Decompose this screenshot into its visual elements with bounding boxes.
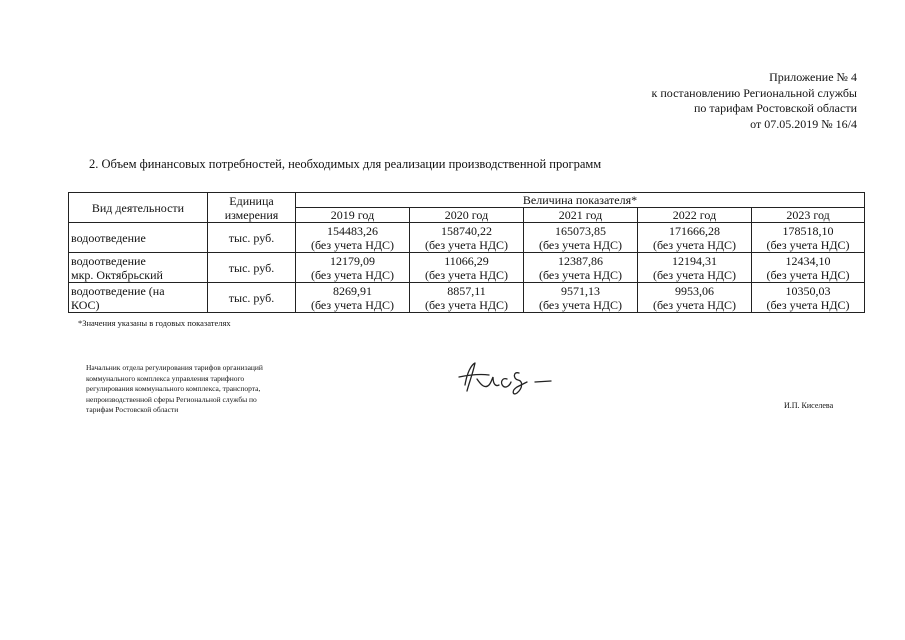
signer-position-line: непроизводственной сферы Региональной службы по (86, 394, 257, 404)
signer-position-line: Начальник отдела регулирования тарифов организаций (86, 363, 263, 372)
value-amount: 154483,26 (327, 223, 378, 238)
row-activity-line: водоотведение (71, 253, 146, 268)
year-header: 2022 год (638, 208, 752, 223)
appendix-resolution-ref: к постановлению Региональной службы (651, 85, 857, 100)
value-cell (524, 253, 638, 283)
value-cell (638, 253, 752, 283)
value-cell (296, 283, 410, 313)
table-row (69, 223, 865, 253)
handwritten-signature (455, 355, 565, 400)
value-cell (752, 283, 865, 313)
header-unit: Единица измерения (208, 193, 296, 223)
value-amount: 8857,11 (447, 283, 486, 298)
value-note: (без учета НДС) (310, 237, 395, 252)
appendix-date-number: от 07.05.2019 № 16/4 (750, 116, 857, 131)
value-amount: 178518,10 (782, 223, 834, 238)
value-cell (638, 223, 752, 253)
financial-needs-table (68, 192, 865, 313)
row-activity: водоотведение (69, 223, 208, 253)
value-note: (без учета НДС) (766, 267, 850, 282)
year-header: 2020 год (410, 208, 524, 223)
value-note: (без учета НДС) (766, 297, 850, 312)
signer-position-line: регулирования коммунального комплекса, транспорта, (86, 384, 261, 394)
value-amount: 12194,31 (672, 253, 717, 268)
signer-position-line: тарифам Ростовской области (86, 405, 179, 415)
year-header: 2021 год (524, 208, 638, 223)
signer-position (86, 363, 316, 416)
value-cell (524, 283, 638, 313)
value-note: (без учета НДС) (424, 237, 509, 252)
value-amount: 9953,06 (675, 283, 714, 298)
value-amount: 10350,03 (785, 283, 831, 298)
value-cell (752, 223, 865, 253)
value-note: (без учета НДС) (538, 297, 623, 312)
row-activity (69, 253, 208, 283)
value-note: (без учета НДС) (652, 237, 737, 252)
value-note: (без учета НДС) (310, 267, 395, 282)
value-note: (без учета НДС) (538, 267, 623, 282)
year-header: 2019 год (296, 208, 410, 223)
value-note: (без учета НДС) (424, 297, 509, 312)
value-amount: 12387,86 (558, 253, 603, 268)
row-activity-line: мкр. Октябрьский (71, 267, 163, 282)
value-amount: 171666,28 (669, 223, 720, 238)
signer-name: И.П. Киселева (784, 401, 834, 410)
value-note: (без учета НДС) (424, 267, 509, 282)
row-unit: тыс. руб. (208, 283, 296, 313)
appendix-authority: по тарифам Ростовской области (693, 101, 857, 115)
value-cell (296, 253, 410, 283)
value-cell (410, 253, 524, 283)
table-row (69, 283, 865, 313)
value-note: (без учета НДС) (652, 267, 737, 282)
row-activity (69, 283, 208, 313)
table-header-row (69, 193, 865, 208)
appendix-number: Приложение № 4 (769, 70, 857, 84)
value-amount: 9571,13 (561, 283, 600, 298)
header-value: Величина показателя* (296, 193, 865, 208)
value-cell (410, 283, 524, 313)
value-note: (без учета НДС) (538, 237, 623, 252)
value-amount: 11066,29 (444, 253, 489, 268)
value-amount: 158740,22 (441, 223, 492, 238)
row-activity-line: КОС) (71, 297, 100, 312)
value-amount: 8269,91 (333, 283, 372, 298)
value-cell (296, 223, 410, 253)
value-amount: 12434,10 (785, 253, 831, 268)
header-activity: Вид деятельности (69, 193, 208, 223)
value-cell (524, 223, 638, 253)
row-unit: тыс. руб. (208, 223, 296, 253)
value-cell (410, 223, 524, 253)
row-unit: тыс. руб. (208, 253, 296, 283)
year-header: 2023 год (752, 208, 865, 223)
appendix-header (537, 70, 857, 132)
table-row (69, 253, 865, 283)
value-note: (без учета НДС) (652, 297, 737, 312)
value-cell (752, 253, 865, 283)
value-amount: 165073,85 (555, 223, 606, 238)
footnote: *Значения указаны в годовых показателях (78, 318, 231, 328)
row-activity-line: водоотведение (на (71, 283, 165, 298)
value-note: (без учета НДС) (766, 237, 850, 252)
signer-position-line: коммунального комплекса управления тарифного (86, 373, 245, 383)
value-amount: 12179,09 (330, 253, 375, 268)
value-note: (без учета НДС) (310, 297, 395, 312)
value-cell (638, 283, 752, 313)
section-title: 2. Объем финансовых потребностей, необходимых для реализации производственной программ (89, 157, 602, 171)
